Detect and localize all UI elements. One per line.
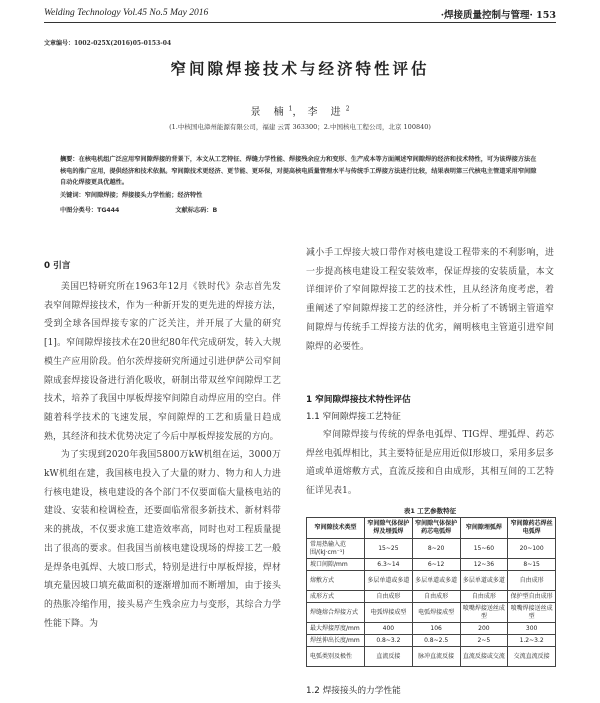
table-cell: 多层单道或多道 xyxy=(412,571,460,591)
keywords-text: 窄间隙焊接；焊接接头力学性能；经济特性 xyxy=(84,192,203,199)
table-cell: 熔敷方式 xyxy=(307,571,365,591)
table-cell: 直流反接或交流 xyxy=(460,647,508,667)
section-1-1-heading: 1.1 窄间隙焊接工艺特征 xyxy=(306,412,401,422)
table-cell: 多层单道或多道 xyxy=(460,571,508,591)
table-cell: 保护型自由成形 xyxy=(508,591,556,603)
table-row xyxy=(307,559,556,571)
table-cell: 多层单道或多道 xyxy=(365,571,413,591)
table-cell: 15~25 xyxy=(365,539,413,559)
table-cell: 6~12 xyxy=(412,559,460,571)
author-1-affil-mark: 1 xyxy=(288,105,293,113)
author-1: 景 楠 xyxy=(250,107,289,118)
paper-title: 窄间隙焊接技术与经济特性评估 xyxy=(170,60,430,78)
table-row xyxy=(307,603,556,623)
table-cell: 电弧类别及极性 xyxy=(307,647,365,667)
classification-line xyxy=(60,205,480,214)
table-cell: 6.3~14 xyxy=(365,559,413,571)
left-column xyxy=(44,278,281,633)
table-cell: 15~60 xyxy=(460,539,508,559)
section-1-2-heading: 1.2 焊接接头的力学性能 xyxy=(306,686,401,696)
table-row xyxy=(307,635,556,647)
table-cell: 脉冲直流反接 xyxy=(412,647,460,667)
table-row xyxy=(307,591,556,603)
abstract-text: 在核电机组广泛应用窄间隙焊接的背景下，本文从工艺特征、焊缝力学性能、焊接残余应力和变形、生产成本等方面阐述窄间隙焊的经济和技术特性，可为该焊接方法在核电的推广应用，提供经济和技术依据。窄间隙技术更经济、更节能、更环保，对提高核电质量管理水平与传统手工焊接方法进行比较，结果表明第三代核电主管道采用窄间隙自动化焊接更具优越性。 xyxy=(60,156,537,186)
table-cell: 1.2~3.2 xyxy=(508,635,556,647)
table-cell: 坡口间隙/mm xyxy=(307,559,365,571)
table-cell: 电弧焊接成型 xyxy=(365,603,413,623)
table-row xyxy=(307,539,556,559)
table-header-cell: 窄间隙技术类型 xyxy=(307,518,365,539)
table-header-cell: 窄间隙埋弧焊 xyxy=(460,518,508,539)
author-2-affil-mark: 2 xyxy=(345,105,350,113)
table-cell: 喷嘴焊接送丝成型 xyxy=(460,603,508,623)
section-0-heading: 0 引言 xyxy=(44,261,71,271)
article-number: 文章编号：1002-025X(2016)05-0153-04 xyxy=(44,40,172,47)
table-row xyxy=(307,623,556,635)
table-1 xyxy=(306,517,556,667)
right-column-mid xyxy=(306,426,554,501)
table-cell: 自由成形 xyxy=(508,571,556,591)
table-cell: 12~36 xyxy=(460,559,508,571)
table-cell: 8~15 xyxy=(508,559,556,571)
table-cell: 2~5 xyxy=(460,635,508,647)
abstract xyxy=(60,154,540,189)
table-cell: 400 xyxy=(365,623,413,635)
table-row xyxy=(307,647,556,667)
table-cell: 自由成形 xyxy=(460,591,508,603)
table-header-cell: 窄间隙药芯焊丝电弧焊 xyxy=(508,518,556,539)
right-column-top xyxy=(306,244,554,356)
section-1-1-paragraph: 窄间隙焊接与传统的焊条电弧焊、TIG焊、埋弧焊、药芯焊丝电弧焊相比，其主要特征是应用近似I形坡口，采用多层多道或单道熔敷方式，直流反接和自由成形，其相互间的工艺特征详见表1。 xyxy=(306,430,554,497)
table-cell: 交流直流反接 xyxy=(508,647,556,667)
table-cell: 0.8~2.5 xyxy=(412,635,460,647)
clc-number: 中图分类号：TG444 xyxy=(60,207,120,214)
author-2: 李 进 xyxy=(307,107,346,118)
table-header-cell: 窄间隙气体保护药芯电弧焊 xyxy=(412,518,460,539)
table-cell: 最大焊接厚度/mm xyxy=(307,623,365,635)
table-cell: 喷嘴焊接送丝成型 xyxy=(508,603,556,623)
table-cell: 自由成形 xyxy=(365,591,413,603)
table-cell: 常用热输入范围/(kJ·cm⁻¹) xyxy=(307,539,365,559)
table-cell: 200 xyxy=(460,623,508,635)
intro-paragraph-3: 减小手工焊接大坡口带作对核电建设工程带来的不利影响，进一步提高核电建设工程安装效率，保证焊接的安装质量，本文详细评价了窄间隙焊接工艺的技术性，且从经济角度考虑，着重阐述了窄间隙焊接工艺的经济性，并分析了不锈钢主管道窄间隙焊与传统手工焊接方法的优劣，阐明核电主管道引进窄间隙焊的必要性。 xyxy=(306,248,554,352)
table-cell: 20~100 xyxy=(508,539,556,559)
intro-paragraph-1: 美国巴特研究所在1963年12月《铁时代》杂志首先发表窄间隙焊接技术，作为一种新开发的更先进的焊接方法，受到全球各国焊接专家的广泛关注，并开展了大量的研究[1]。窄间隙焊接技术在20世纪80年代完成研发，转入大规模生产应用阶段。伯尔茨焊接研究所通过引进伊萨公司窄间隙成套焊接设备进行消化吸收，研制出带双丝窄间隙焊工艺技术，培养了我国中厚板焊接窄间隙自动焊应用的空白。伴随着科学技术的飞速发展，窄间隙焊的工艺和质量日趋成熟，其经济和技术优势决定了今后中厚板焊接发展的方向。 xyxy=(44,282,281,442)
table-cell: 成形方式 xyxy=(307,591,365,603)
column-and-page-number: ·焊接质量控制与管理· 153 xyxy=(440,10,556,21)
section-1-heading: 1 窄间隙焊接技术特性评估 xyxy=(306,395,411,405)
author-line: 景 楠$^1$，李 进$^2$ xyxy=(250,105,350,118)
table-header-row xyxy=(307,518,556,539)
table-cell: 0.8~3.2 xyxy=(365,635,413,647)
table-cell: 焊丝伸出长度/mm xyxy=(307,635,365,647)
abstract-label: 摘要： xyxy=(60,156,79,163)
table-cell: 106 xyxy=(412,623,460,635)
document-code: 文献标志码：B xyxy=(175,207,218,214)
keywords-label: 关键词： xyxy=(60,192,85,199)
table-1-caption: 表1 工艺参数特征 xyxy=(403,507,457,515)
table-header-cell: 窄间隙气体保护焊及埋弧焊 xyxy=(365,518,413,539)
table-cell: 焊缝熔合焊接方式 xyxy=(307,603,365,623)
affiliations: (1.中核国电漳州能源有限公司，福建 云霄 363300；2.中国核电工程公司，北京 100840) xyxy=(169,123,431,131)
running-header xyxy=(44,6,556,23)
table-cell: 电弧焊接成型 xyxy=(412,603,460,623)
keywords xyxy=(60,190,202,199)
table-cell: 直流反接 xyxy=(365,647,413,667)
journal-info: Welding Technology Vol.45 No.5 May 2016 xyxy=(44,8,209,18)
table-cell: 300 xyxy=(508,623,556,635)
table-cell: 8~20 xyxy=(412,539,460,559)
table-cell: 自由成形 xyxy=(412,591,460,603)
table-row xyxy=(307,571,556,591)
intro-paragraph-2: 为了实现到2020年我国5800万kW机组在运，3000万kW机组在建，我国核电投入了大量的财力、物力和人力进行核电建设，核电建设的各个部门不仅要面临大量核电站的建设、安装和检调检查，还要面临常很多新技术、新材料带来的挑战，不仅要求施工建造效率高，同时也对工程质量提出了很高的要求。但我国当前核电建设现场的焊接工艺一般是焊条电弧焊、大坡口形式，特别是进行中厚板焊接，焊材填充量因坡口填充截面积的逐渐增加而不断增加，由于接头的热胀冷缩作用，接头易产生残余应力与变形，其综合力学性能下降。为 xyxy=(44,450,281,629)
